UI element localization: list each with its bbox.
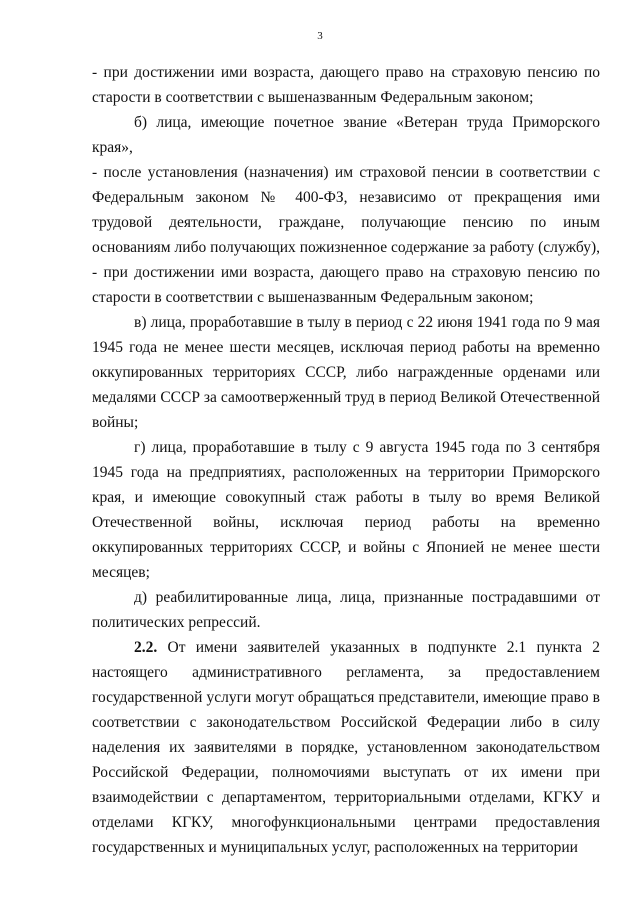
paragraph-item-b: б) лица, имеющие почетное звание «Ветеран труда Приморского края», bbox=[92, 114, 600, 156]
section-number: 2.2. bbox=[134, 639, 158, 656]
paragraph-item-d: д) реабилитированные лица, лица, признанные пострадавшими от политических репрессий. bbox=[92, 589, 600, 631]
section-text: От имени заявителей указанных в подпункте 2.1 пункта 2 настоящего административного регламента, за предоставлением государственной услуги могут обращаться представители, имеющие право в соответствии с законодательством Российской Федерации либо в силу наделения их заявителями в порядке, установленном законодательством Российской Федерации, полномочиями выступать от их имени при взаимодействии с департаментом, территориальными отделами, КГКУ и отделами КГКУ, многофункциональными центрами предоставления государственных и муниципальных услуг, расположенных на территории bbox=[92, 639, 600, 856]
page-number: 3 bbox=[317, 30, 323, 42]
paragraph-item-g: г) лица, проработавшие в тылу с 9 августа 1945 года по 3 сентября 1945 года на предприятиях, расположенных на территории Приморского края, и имеющие совокупный стаж работы в тылу во время Великой Отечественной войны, исключая период работы на временно оккупированных территориях СССР, и войны с Японией не менее шести месяцев; bbox=[92, 439, 600, 581]
paragraph-pension-condition: - после установления (назначения) им страховой пенсии в соответствии с Федеральным законом № 400-ФЗ, независимо от прекращения ими трудовой деятельности, граждане, получающие пенсию по иным основаниям либо получающих пожизненное содержание за работу (службу), - при достижении ими возраста, дающего право на страховую пенсию по старости в соответствии с вышеназванным Федеральным законом; bbox=[92, 164, 600, 306]
paragraph-item-v: в) лица, проработавшие в тылу в период с 22 июня 1941 года по 9 мая 1945 года не менее шести месяцев, исключая период работы на временно оккупированных территориях СССР, либо награжденные орденами или медалями СССР за самоотверженный труд в период Великой Отечественной войны; bbox=[92, 314, 600, 431]
paragraph-section-2-2 bbox=[92, 635, 600, 860]
paragraph-age-condition: - при достижении ими возраста, дающего право на страховую пенсию по старости в соответствии с вышеназванным Федеральным законом; bbox=[92, 64, 600, 106]
document-body bbox=[92, 60, 600, 860]
